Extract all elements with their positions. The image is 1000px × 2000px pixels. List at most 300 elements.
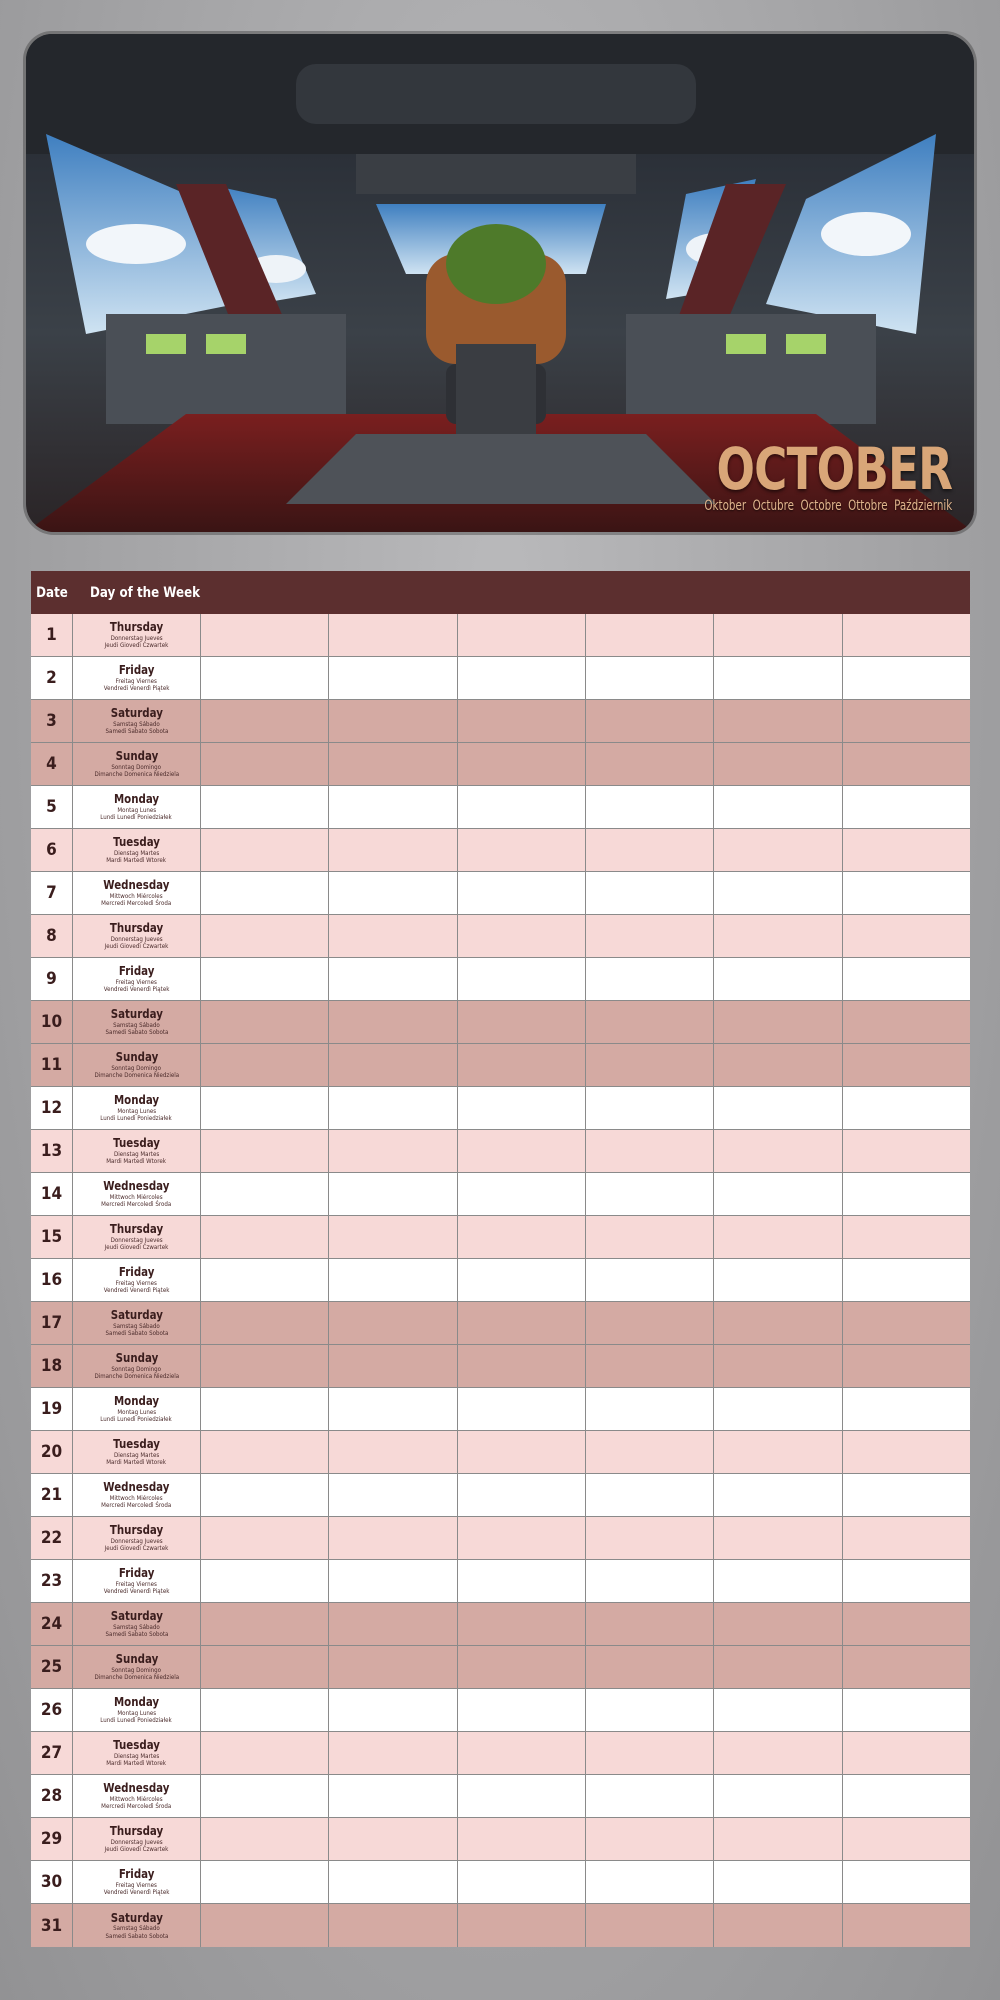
day-of-week-cell xyxy=(73,958,201,1000)
entry-cell[interactable] xyxy=(586,700,714,742)
entry-cell[interactable] xyxy=(201,1732,329,1774)
entry-cell[interactable] xyxy=(329,915,457,957)
entry-cell[interactable] xyxy=(714,614,842,656)
entry-cell[interactable] xyxy=(329,1216,457,1258)
date-cell: 5 xyxy=(31,786,73,828)
day-name: Thursday xyxy=(109,1823,164,1839)
entry-cell[interactable] xyxy=(201,1560,329,1602)
entry-cell[interactable] xyxy=(714,1732,842,1774)
entry-cell[interactable] xyxy=(329,1775,457,1817)
entry-cell[interactable] xyxy=(586,829,714,871)
day-translation-line-2: Dimanche Domenica Niedziela xyxy=(94,770,179,779)
entry-cell[interactable] xyxy=(201,614,329,656)
entry-cell[interactable] xyxy=(843,1044,970,1086)
entry-cell[interactable] xyxy=(329,1130,457,1172)
date-cell: 7 xyxy=(31,872,73,914)
month-translations: Oktober Octubre Octobre Ottobre Październik xyxy=(704,498,952,514)
entry-cell[interactable] xyxy=(458,1130,586,1172)
day-translation-line-1: Sonntag Domingo xyxy=(111,762,162,771)
entry-cell[interactable] xyxy=(329,614,457,656)
entry-cell[interactable] xyxy=(201,1388,329,1430)
entry-cell[interactable] xyxy=(843,700,970,742)
entry-cell[interactable] xyxy=(201,1689,329,1731)
day-row xyxy=(31,1517,970,1560)
entry-cell[interactable] xyxy=(201,1044,329,1086)
day-translation-line-2: Jeudi Giovedì Czwartek xyxy=(104,641,169,650)
entry-cell[interactable] xyxy=(201,915,329,957)
entry-cell[interactable] xyxy=(843,743,970,785)
day-row xyxy=(31,1087,970,1130)
day-of-week-cell xyxy=(73,743,201,785)
entry-cell[interactable] xyxy=(586,1603,714,1645)
entry-cell[interactable] xyxy=(843,1818,970,1860)
day-row xyxy=(31,700,970,743)
entry-cell[interactable] xyxy=(458,743,586,785)
entry-cell[interactable] xyxy=(714,1431,842,1473)
date-cell: 26 xyxy=(31,1689,73,1731)
entry-cell[interactable] xyxy=(329,1861,457,1903)
entry-cell[interactable] xyxy=(843,1431,970,1473)
entry-cell[interactable] xyxy=(329,1904,457,1947)
entry-cell[interactable] xyxy=(714,1646,842,1688)
date-cell: 17 xyxy=(31,1302,73,1344)
day-translation-line-2: Samedi Sabato Sobota xyxy=(105,1028,168,1037)
entry-cell[interactable] xyxy=(586,614,714,656)
entry-cell[interactable] xyxy=(586,1087,714,1129)
entry-cell[interactable] xyxy=(329,1818,457,1860)
entry-cell[interactable] xyxy=(458,1517,586,1559)
entry-cell[interactable] xyxy=(586,1001,714,1043)
entry-cell[interactable] xyxy=(458,1861,586,1903)
day-name: Sunday xyxy=(115,1350,158,1366)
entry-cell[interactable] xyxy=(714,700,842,742)
date-cell: 19 xyxy=(31,1388,73,1430)
day-translation-line-1: Montag Lunes xyxy=(117,1708,156,1717)
entry-cell[interactable] xyxy=(201,700,329,742)
day-of-week-cell xyxy=(73,1216,201,1258)
day-name: Monday xyxy=(113,1694,160,1710)
entry-cell[interactable] xyxy=(586,1431,714,1473)
entry-cell[interactable] xyxy=(586,958,714,1000)
day-translation-line-1: Sonntag Domingo xyxy=(111,1364,162,1373)
day-translation-line-2: Samedi Sabato Sobota xyxy=(105,1931,168,1940)
entry-cell[interactable] xyxy=(714,1216,842,1258)
entry-cell[interactable] xyxy=(843,786,970,828)
entry-cell[interactable] xyxy=(458,786,586,828)
date-cell: 15 xyxy=(31,1216,73,1258)
entry-cell[interactable] xyxy=(201,1345,329,1387)
entry-cell[interactable] xyxy=(458,1001,586,1043)
entry-cell[interactable] xyxy=(586,743,714,785)
entry-cell[interactable] xyxy=(714,1044,842,1086)
day-of-week-cell xyxy=(73,1431,201,1473)
entry-cell[interactable] xyxy=(458,1302,586,1344)
entry-cell[interactable] xyxy=(714,1474,842,1516)
entry-cell[interactable] xyxy=(329,786,457,828)
day-rows xyxy=(31,614,970,1947)
entry-cell[interactable] xyxy=(458,1775,586,1817)
entry-cell[interactable] xyxy=(201,1431,329,1473)
entry-cell[interactable] xyxy=(329,657,457,699)
day-translation-line-1: Sonntag Domingo xyxy=(111,1063,162,1072)
entry-cell[interactable] xyxy=(458,1259,586,1301)
entry-cell[interactable] xyxy=(714,1345,842,1387)
entry-cell[interactable] xyxy=(201,1259,329,1301)
day-translation-line-1: Mittwoch Miércoles xyxy=(110,1192,163,1201)
entry-cell[interactable] xyxy=(714,915,842,957)
entry-cell[interactable] xyxy=(201,786,329,828)
entry-cell[interactable] xyxy=(329,1646,457,1688)
entry-cell[interactable] xyxy=(714,1861,842,1903)
day-of-week-cell xyxy=(73,700,201,742)
entry-cell[interactable] xyxy=(329,700,457,742)
date-cell: 29 xyxy=(31,1818,73,1860)
entry-cell[interactable] xyxy=(329,1603,457,1645)
entry-cell[interactable] xyxy=(714,1259,842,1301)
entry-cell[interactable] xyxy=(201,1087,329,1129)
day-name: Wednesday xyxy=(103,877,170,893)
day-name: Wednesday xyxy=(103,1780,170,1796)
entry-cell[interactable] xyxy=(458,1474,586,1516)
header-illustration xyxy=(26,34,974,532)
entry-cell[interactable] xyxy=(458,1216,586,1258)
day-row xyxy=(31,958,970,1001)
entry-cell[interactable] xyxy=(458,614,586,656)
entry-cell[interactable] xyxy=(586,1818,714,1860)
day-translation-line-1: Freitag Viernes xyxy=(115,676,158,685)
day-name: Thursday xyxy=(109,1522,164,1538)
entry-cell[interactable] xyxy=(201,829,329,871)
date-cell: 24 xyxy=(31,1603,73,1645)
entry-cell[interactable] xyxy=(201,1474,329,1516)
column-header-date: Date xyxy=(36,584,68,601)
entry-cell[interactable] xyxy=(329,1431,457,1473)
entry-cell[interactable] xyxy=(843,1001,970,1043)
entry-cell[interactable] xyxy=(714,1130,842,1172)
entry-cell[interactable] xyxy=(843,1388,970,1430)
entry-cell[interactable] xyxy=(586,1904,714,1947)
entry-cell[interactable] xyxy=(201,1302,329,1344)
entry-cell[interactable] xyxy=(586,1517,714,1559)
day-row xyxy=(31,915,970,958)
entry-cell[interactable] xyxy=(586,1689,714,1731)
day-row xyxy=(31,786,970,829)
day-name: Monday xyxy=(113,1092,160,1108)
entry-cell[interactable] xyxy=(714,872,842,914)
entry-cell[interactable] xyxy=(843,1216,970,1258)
entry-cell[interactable] xyxy=(329,1560,457,1602)
entry-cell[interactable] xyxy=(714,1775,842,1817)
date-cell: 11 xyxy=(31,1044,73,1086)
day-translation-line-2: Jeudi Giovedì Czwartek xyxy=(104,1243,169,1252)
day-row xyxy=(31,1603,970,1646)
day-translation-line-1: Montag Lunes xyxy=(117,1106,156,1115)
entry-cell[interactable] xyxy=(586,1474,714,1516)
entry-cell[interactable] xyxy=(458,1431,586,1473)
day-of-week-cell xyxy=(73,1130,201,1172)
entry-cell[interactable] xyxy=(458,1044,586,1086)
entry-cell[interactable] xyxy=(329,958,457,1000)
entry-cell[interactable] xyxy=(329,1474,457,1516)
day-translation-line-1: Dienstag Martes xyxy=(113,848,160,857)
day-of-week-cell xyxy=(73,1388,201,1430)
entry-cell[interactable] xyxy=(843,1302,970,1344)
entry-cell[interactable] xyxy=(458,700,586,742)
entry-cell[interactable] xyxy=(843,1732,970,1774)
date-cell: 28 xyxy=(31,1775,73,1817)
day-name: Thursday xyxy=(109,1221,164,1237)
entry-cell[interactable] xyxy=(458,1087,586,1129)
entry-cell[interactable] xyxy=(329,1259,457,1301)
date-cell: 14 xyxy=(31,1173,73,1215)
entry-cell[interactable] xyxy=(586,872,714,914)
entry-cell[interactable] xyxy=(843,1345,970,1387)
entry-cell[interactable] xyxy=(458,1388,586,1430)
day-translation-line-2: Vendredi Venerdì Piątek xyxy=(103,1888,170,1897)
entry-cell[interactable] xyxy=(843,1474,970,1516)
day-translation-line-1: Dienstag Martes xyxy=(113,1450,160,1459)
day-translation-line-1: Montag Lunes xyxy=(117,805,156,814)
entry-cell[interactable] xyxy=(329,829,457,871)
entry-cell[interactable] xyxy=(458,1646,586,1688)
day-translation-line-1: Freitag Viernes xyxy=(115,1579,158,1588)
entry-cell[interactable] xyxy=(586,1732,714,1774)
date-cell: 13 xyxy=(31,1130,73,1172)
entry-cell[interactable] xyxy=(843,1904,970,1947)
entry-cell[interactable] xyxy=(201,958,329,1000)
entry-cell[interactable] xyxy=(586,1216,714,1258)
entry-cell[interactable] xyxy=(458,915,586,957)
entry-cell[interactable] xyxy=(843,1560,970,1602)
entry-cell[interactable] xyxy=(714,743,842,785)
day-row xyxy=(31,743,970,786)
day-of-week-cell xyxy=(73,786,201,828)
entry-cell[interactable] xyxy=(201,1603,329,1645)
day-name: Saturday xyxy=(110,1909,163,1925)
entry-cell[interactable] xyxy=(201,872,329,914)
entry-cell[interactable] xyxy=(329,1173,457,1215)
day-translation-line-2: Lundi Lunedì Poniedziałek xyxy=(100,1716,173,1725)
entry-cell[interactable] xyxy=(714,1689,842,1731)
entry-cell[interactable] xyxy=(843,1646,970,1688)
day-row xyxy=(31,657,970,700)
day-row xyxy=(31,1689,970,1732)
entry-cell[interactable] xyxy=(201,1861,329,1903)
entry-cell[interactable] xyxy=(843,1173,970,1215)
entry-cell[interactable] xyxy=(201,1646,329,1688)
entry-cell[interactable] xyxy=(586,1173,714,1215)
entry-cell[interactable] xyxy=(843,1603,970,1645)
entry-cell[interactable] xyxy=(714,786,842,828)
entry-cell[interactable] xyxy=(329,872,457,914)
entry-cell[interactable] xyxy=(201,657,329,699)
day-translation-line-2: Dimanche Domenica Niedziela xyxy=(94,1372,179,1381)
entry-cell[interactable] xyxy=(714,829,842,871)
entry-cell[interactable] xyxy=(586,1388,714,1430)
entry-cell[interactable] xyxy=(843,614,970,656)
entry-cell[interactable] xyxy=(458,657,586,699)
day-translation-line-2: Lundi Lunedì Poniedziałek xyxy=(100,1415,173,1424)
entry-cell[interactable] xyxy=(201,743,329,785)
day-row xyxy=(31,872,970,915)
entry-cell[interactable] xyxy=(458,1345,586,1387)
day-translation-line-1: Mittwoch Miércoles xyxy=(110,1493,163,1502)
day-row xyxy=(31,1044,970,1087)
entry-cell[interactable] xyxy=(201,1775,329,1817)
entry-cell[interactable] xyxy=(458,958,586,1000)
entry-cell[interactable] xyxy=(586,1861,714,1903)
day-row xyxy=(31,1001,970,1044)
day-translation-line-2: Dimanche Domenica Niedziela xyxy=(94,1071,179,1080)
day-of-week-cell xyxy=(73,1689,201,1731)
entry-cell[interactable] xyxy=(458,1904,586,1947)
entry-cell[interactable] xyxy=(458,872,586,914)
entry-cell[interactable] xyxy=(201,1130,329,1172)
day-of-week-cell xyxy=(73,1818,201,1860)
entry-cell[interactable] xyxy=(586,915,714,957)
entry-cell[interactable] xyxy=(458,1689,586,1731)
entry-cell[interactable] xyxy=(458,1603,586,1645)
entry-cell[interactable] xyxy=(714,1302,842,1344)
entry-cell[interactable] xyxy=(329,1001,457,1043)
day-of-week-cell xyxy=(73,1775,201,1817)
day-translation-line-1: Donnerstag Jueves xyxy=(110,1235,163,1244)
day-row xyxy=(31,1818,970,1861)
day-row xyxy=(31,1388,970,1431)
day-translation-line-2: Vendredi Venerdì Piątek xyxy=(103,985,170,994)
day-name: Monday xyxy=(113,791,160,807)
entry-cell[interactable] xyxy=(843,958,970,1000)
entry-cell[interactable] xyxy=(714,1603,842,1645)
day-row xyxy=(31,1775,970,1818)
day-translation-line-2: Mercredi Mercoledì Środa xyxy=(101,1802,172,1811)
day-row xyxy=(31,1646,970,1689)
day-of-week-cell xyxy=(73,1345,201,1387)
day-of-week-cell xyxy=(73,1044,201,1086)
day-of-week-cell xyxy=(73,829,201,871)
day-row xyxy=(31,1130,970,1173)
entry-cell[interactable] xyxy=(201,1517,329,1559)
entry-cell[interactable] xyxy=(201,1818,329,1860)
entry-cell[interactable] xyxy=(329,1517,457,1559)
day-of-week-cell xyxy=(73,614,201,656)
entry-cell[interactable] xyxy=(714,1001,842,1043)
entry-cell[interactable] xyxy=(714,1818,842,1860)
date-cell: 18 xyxy=(31,1345,73,1387)
entry-cell[interactable] xyxy=(586,786,714,828)
date-cell: 4 xyxy=(31,743,73,785)
day-name: Sunday xyxy=(115,1049,158,1065)
entry-cell[interactable] xyxy=(329,1087,457,1129)
entry-cell[interactable] xyxy=(201,1173,329,1215)
entry-cell[interactable] xyxy=(586,1130,714,1172)
day-name: Friday xyxy=(118,1264,155,1280)
day-translation-line-1: Donnerstag Jueves xyxy=(110,1536,163,1545)
entry-cell[interactable] xyxy=(843,872,970,914)
day-translation-line-2: Samedi Sabato Sobota xyxy=(105,727,168,736)
day-translation-line-1: Samstag Sábado xyxy=(113,719,160,728)
date-cell: 2 xyxy=(31,657,73,699)
entry-cell[interactable] xyxy=(586,1560,714,1602)
entry-cell[interactable] xyxy=(843,657,970,699)
day-row xyxy=(31,1259,970,1302)
day-row xyxy=(31,829,970,872)
date-cell: 20 xyxy=(31,1431,73,1473)
entry-cell[interactable] xyxy=(714,657,842,699)
entry-cell[interactable] xyxy=(843,1775,970,1817)
day-row xyxy=(31,1345,970,1388)
entry-cell[interactable] xyxy=(714,1173,842,1215)
date-cell: 9 xyxy=(31,958,73,1000)
entry-cell[interactable] xyxy=(329,1044,457,1086)
day-name: Sunday xyxy=(115,748,158,764)
entry-cell[interactable] xyxy=(843,829,970,871)
entry-cell[interactable] xyxy=(586,657,714,699)
entry-cell[interactable] xyxy=(458,1732,586,1774)
day-translation-line-2: Mardi Martedì Wtorek xyxy=(106,1759,167,1768)
entry-cell[interactable] xyxy=(843,1087,970,1129)
day-of-week-cell xyxy=(73,1173,201,1215)
entry-cell[interactable] xyxy=(714,1904,842,1947)
entry-cell[interactable] xyxy=(843,1259,970,1301)
entry-cell[interactable] xyxy=(843,1689,970,1731)
entry-cell[interactable] xyxy=(329,1388,457,1430)
day-row xyxy=(31,1302,970,1345)
entry-cell[interactable] xyxy=(843,1861,970,1903)
entry-cell[interactable] xyxy=(458,1173,586,1215)
entry-cell[interactable] xyxy=(329,1732,457,1774)
entry-cell[interactable] xyxy=(586,1044,714,1086)
entry-cell[interactable] xyxy=(329,1345,457,1387)
entry-cell[interactable] xyxy=(843,1517,970,1559)
entry-cell[interactable] xyxy=(714,1087,842,1129)
entry-cell[interactable] xyxy=(714,1517,842,1559)
entry-cell[interactable] xyxy=(329,743,457,785)
entry-cell[interactable] xyxy=(586,1345,714,1387)
day-of-week-cell xyxy=(73,1861,201,1903)
day-translation-line-1: Dienstag Martes xyxy=(113,1751,160,1760)
entry-cell[interactable] xyxy=(201,1216,329,1258)
entry-cell[interactable] xyxy=(714,958,842,1000)
entry-cell[interactable] xyxy=(458,829,586,871)
entry-cell[interactable] xyxy=(329,1689,457,1731)
entry-cell[interactable] xyxy=(458,1818,586,1860)
entry-cell[interactable] xyxy=(714,1388,842,1430)
day-row xyxy=(31,1173,970,1216)
entry-cell[interactable] xyxy=(329,1302,457,1344)
day-translation-line-1: Freitag Viernes xyxy=(115,977,158,986)
entry-cell[interactable] xyxy=(714,1560,842,1602)
entry-cell[interactable] xyxy=(843,1130,970,1172)
entry-cell[interactable] xyxy=(201,1904,329,1947)
entry-cell[interactable] xyxy=(586,1302,714,1344)
entry-cell[interactable] xyxy=(201,1001,329,1043)
column-header-day-of-week: Day of the Week xyxy=(90,584,201,601)
entry-cell[interactable] xyxy=(586,1646,714,1688)
day-translation-line-1: Samstag Sábado xyxy=(113,1924,160,1933)
entry-cell[interactable] xyxy=(586,1775,714,1817)
day-row xyxy=(31,1216,970,1259)
day-translation-line-2: Vendredi Venerdì Piątek xyxy=(103,1587,170,1596)
day-of-week-cell xyxy=(73,915,201,957)
entry-cell[interactable] xyxy=(458,1560,586,1602)
date-cell: 8 xyxy=(31,915,73,957)
day-translation-line-2: Lundi Lunedì Poniedziałek xyxy=(100,813,173,822)
entry-cell[interactable] xyxy=(586,1259,714,1301)
entry-cell[interactable] xyxy=(843,915,970,957)
day-translation-line-2: Jeudi Giovedì Czwartek xyxy=(104,1845,169,1854)
grid-header xyxy=(31,571,970,614)
